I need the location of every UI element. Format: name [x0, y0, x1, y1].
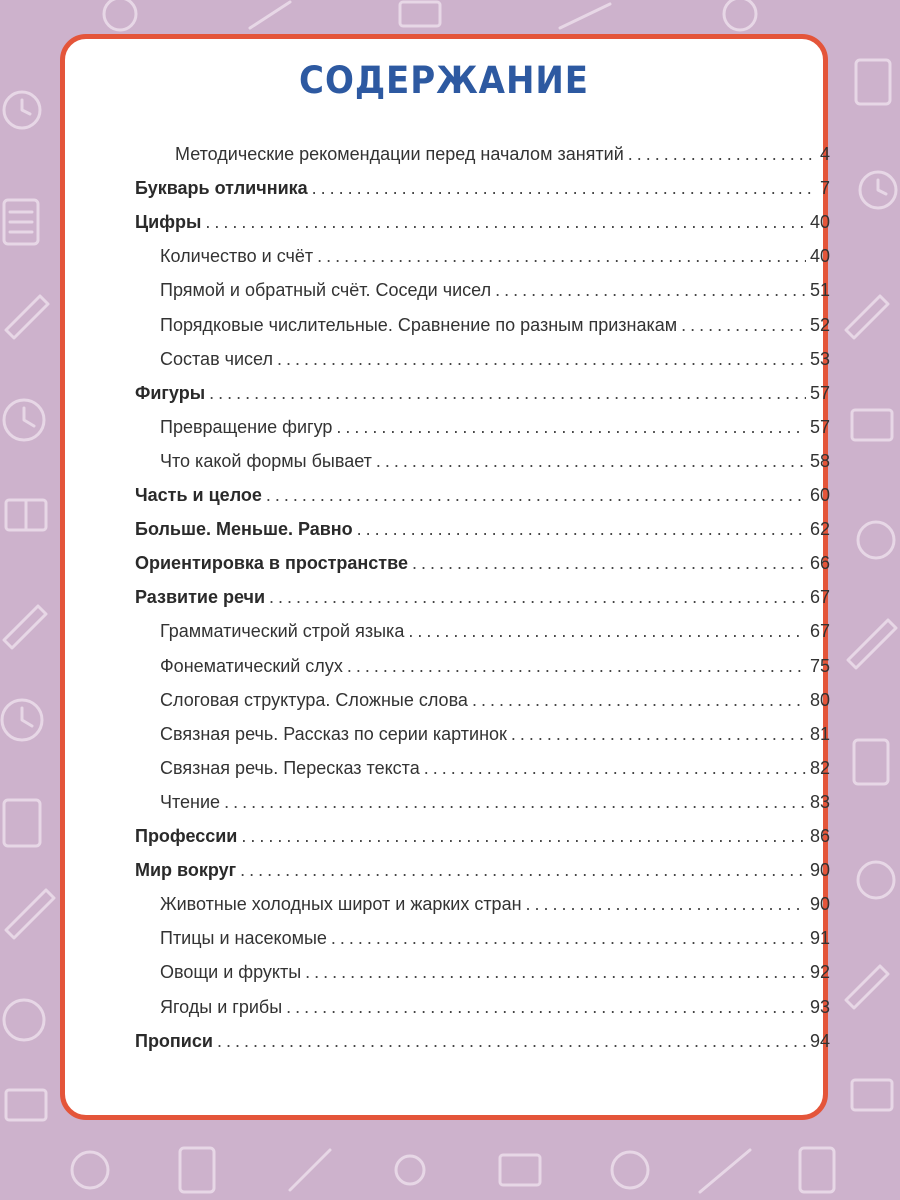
- toc-entry-label: Связная речь. Рассказ по серии картинок: [160, 723, 507, 744]
- toc-entry: [135, 485, 830, 515]
- toc-entry: [160, 280, 830, 310]
- toc-entry-label: Ориентировка в пространстве: [135, 553, 408, 574]
- toc-dot-leader: [357, 519, 806, 540]
- toc-entry: [160, 417, 830, 447]
- toc-dot-leader: [224, 792, 806, 813]
- toc-dot-leader: [376, 451, 806, 472]
- toc-entry-page: 57: [809, 382, 830, 403]
- toc-entry: [160, 997, 830, 1027]
- toc-entry: [135, 587, 830, 617]
- pencil-icon: [846, 966, 888, 1008]
- toc-entry-label: Ягоды и грибы: [160, 996, 283, 1017]
- toc-dot-leader: [681, 315, 806, 336]
- toc-dot-leader: [312, 178, 816, 199]
- pencil-icon: [250, 2, 290, 28]
- book-icon: [852, 1080, 892, 1110]
- pencil-icon: [6, 296, 48, 338]
- toc-dot-leader: [472, 690, 806, 711]
- toc-entry-page: 94: [809, 1030, 830, 1051]
- toc-entry-page: 53: [809, 348, 830, 369]
- toc-entry-page: 82: [809, 757, 830, 778]
- toc-entry-page: 66: [809, 553, 830, 574]
- notebook-icon: [854, 740, 888, 784]
- toc-entry-label: Порядковые числительные. Сравнение по разным признакам: [160, 314, 678, 335]
- toc-entry: [160, 656, 830, 686]
- toc-entry: [160, 246, 830, 276]
- toc-entry-page: 80: [809, 689, 830, 710]
- toc-dot-leader: [412, 553, 806, 574]
- toc-entry: [160, 928, 830, 958]
- toc-dot-leader: [241, 826, 806, 847]
- toc-entry: [160, 792, 830, 822]
- toc-entry-label: Прописи: [135, 1030, 213, 1051]
- pencil-icon: [4, 606, 46, 648]
- toc-entry-page: 75: [809, 655, 830, 676]
- toc-entry: [160, 724, 830, 754]
- toc-entry-label: Профессии: [135, 826, 238, 846]
- toc-dot-leader: [305, 962, 806, 983]
- toc-entry: [135, 860, 830, 890]
- toc-entry-label: Состав чисел: [160, 348, 273, 369]
- page-title: СОДЕРЖАНИЕ: [299, 59, 589, 102]
- toc-entry: [135, 553, 830, 583]
- toc-dot-leader: [511, 724, 806, 745]
- toc-entry: [160, 451, 830, 481]
- toc-dot-leader: [424, 758, 806, 779]
- toc-dot-leader: [209, 383, 806, 404]
- toc-entry-label: Чтение: [160, 791, 221, 812]
- toc-entry-page: 67: [809, 621, 830, 642]
- notebook-icon: [4, 800, 40, 846]
- toc-entry-page: 58: [809, 450, 830, 471]
- toc-entry-page: 86: [809, 826, 830, 846]
- toc-dot-leader: [331, 928, 806, 949]
- toc-entry-label: Больше. Меньше. Равно: [135, 519, 353, 540]
- toc-dot-leader: [240, 860, 806, 881]
- toc-dot-leader: [495, 280, 806, 301]
- book-icon: [400, 2, 440, 26]
- toc-entry-page: 60: [809, 485, 830, 505]
- toc-entry: [160, 894, 830, 924]
- toc-dot-leader: [317, 246, 806, 267]
- toc-entry: [160, 690, 830, 720]
- book-icon: [852, 410, 892, 440]
- toc-entry-label: Фонематический слух: [160, 655, 343, 676]
- toc-entry-page: 90: [809, 894, 830, 915]
- ruler-icon: [6, 890, 54, 938]
- ruler-icon: [560, 4, 610, 28]
- toc-dot-leader: [269, 587, 806, 608]
- toc-dot-leader: [217, 1031, 806, 1052]
- toc-dot-leader: [286, 997, 806, 1018]
- toc-entry-label: Мир вокруг: [135, 860, 237, 881]
- toc-entry-label: Слоговая структура. Сложные слова: [160, 689, 468, 710]
- toc-entry-label: Развитие речи: [135, 587, 266, 608]
- toc-entry-label: Что какой формы бывает: [160, 450, 372, 471]
- notebook-icon: [800, 1148, 834, 1192]
- toc-entry-page: 40: [809, 212, 830, 233]
- toc-dot-leader: [266, 485, 806, 506]
- toc-dot-leader: [277, 349, 806, 370]
- toc-entry-page: 93: [809, 996, 830, 1017]
- toc-dot-leader: [347, 656, 806, 677]
- toc-entry-label: Связная речь. Пересказ текста: [160, 757, 420, 778]
- pencil-icon: [846, 296, 888, 338]
- toc-dot-leader: [408, 621, 806, 642]
- toc-entry-page: 92: [809, 962, 830, 983]
- toc-dot-leader: [205, 212, 806, 233]
- flower-icon: [396, 1156, 424, 1184]
- toc-entry: [135, 1031, 830, 1061]
- toc-entry-page: 83: [809, 791, 830, 812]
- clock-icon: [104, 0, 136, 30]
- toc-entry-page: 57: [809, 416, 830, 437]
- toc-entry-label: Прямой и обратный счёт. Соседи чисел: [160, 280, 492, 301]
- toc-entry-label: Превращение фигур: [160, 416, 333, 437]
- toc-entry-label: Цифры: [135, 212, 202, 233]
- toc-entry-label: Букварь отличника: [135, 178, 308, 199]
- notebook-icon: [180, 1148, 214, 1192]
- notebook-icon: [856, 60, 890, 104]
- toc-entry-page: 51: [809, 280, 830, 301]
- toc-entry-page: 7: [819, 178, 830, 199]
- toc-entry-page: 81: [809, 723, 830, 744]
- toc-entry-label: Методические рекомендации перед началом занятий: [175, 144, 624, 164]
- toc-entry: [160, 621, 830, 651]
- book-icon: [6, 1090, 46, 1120]
- toc-entry: [135, 212, 830, 242]
- toc-dot-leader: [336, 417, 806, 438]
- clock-icon: [858, 522, 894, 558]
- ruler-icon: [700, 1150, 750, 1192]
- clock-icon: [612, 1152, 648, 1188]
- clock-icon: [858, 862, 894, 898]
- toc-entry: [160, 315, 830, 345]
- toc-entry-label: Количество и счёт: [160, 246, 314, 267]
- toc-entry-page: 4: [819, 144, 830, 164]
- toc-entry: [135, 519, 830, 549]
- clock-icon: [72, 1152, 108, 1188]
- toc-entry-page: 67: [809, 587, 830, 608]
- toc-entry-page: 91: [809, 928, 830, 949]
- toc-entry-page: 90: [809, 860, 830, 881]
- toc-entry: [160, 962, 830, 992]
- toc-entry-label: Птицы и насекомые: [160, 928, 327, 949]
- toc-entry-page: 40: [809, 246, 830, 267]
- toc-entry-page: 62: [809, 519, 830, 540]
- book-icon: [500, 1155, 540, 1185]
- ruler-icon: [848, 620, 896, 668]
- toc-entry-label: Фигуры: [135, 382, 206, 403]
- toc-entry: [160, 349, 830, 379]
- toc-entry-label: Часть и целое: [135, 485, 262, 505]
- pencil-icon: [290, 1150, 330, 1190]
- contents-card: [60, 34, 828, 1120]
- toc-entry: [135, 178, 830, 208]
- clock-icon: [4, 1000, 44, 1040]
- toc-entry-page: 52: [809, 314, 830, 335]
- toc-entry: [135, 826, 830, 856]
- toc-dot-leader: [526, 894, 806, 915]
- toc-entry: [135, 383, 830, 413]
- toc-entry-label: Овощи и фрукты: [160, 962, 302, 983]
- toc-entry: [160, 758, 830, 788]
- toc-entry-label: Животные холодных широт и жарких стран: [160, 894, 522, 915]
- toc-entry: [175, 144, 830, 174]
- clock-icon: [724, 0, 756, 30]
- toc-dot-leader: [628, 144, 816, 165]
- toc-entry-label: Грамматический строй языка: [160, 621, 405, 642]
